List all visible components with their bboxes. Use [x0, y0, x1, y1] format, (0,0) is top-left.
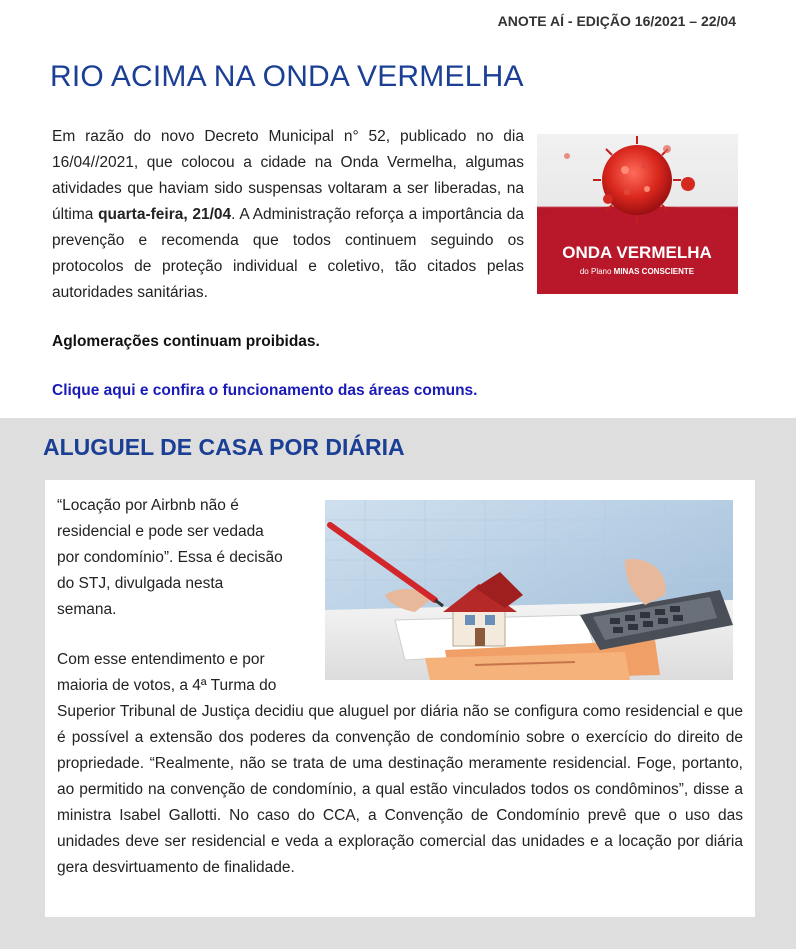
section2-quote — [57, 493, 311, 623]
section2-title: ALUGUEL DE CASA POR DIÁRIA — [43, 434, 405, 460]
quote-line: residencial e pode ser vedada — [57, 523, 264, 540]
house-calculator-illustration — [325, 500, 733, 680]
house-rental-image — [325, 500, 733, 680]
body-line: maioria de votos, a 4ª Turma do — [57, 677, 277, 694]
section2-body: Superior Tribunal de Justiça decidiu que aluguel por diária não se configura como residencial e que é possível a extensão dos poderes da convenção de condomínio sobre o exercício do direito de propriedade. “Realmente, não se trata de uma destinação meramente residencial. Foge, portanto, ao permitido na convenção de condomínio, a qual estão vinculados todos os condôminos”, disse a ministra Isabel Gallotti. No caso do CCA, a Convenção de Condomínio prevê que o uso das unidades deve ser residencial e veda a exploração comercial das unidades e a locação por diária gera desvirtuamento de finalidade. — [57, 703, 743, 876]
banner-subtitle-pre: do Plano — [579, 267, 614, 276]
section1-paragraph-post: . A Administração reforça a importância da prevenção e recomenda que todos continuem seguindo os protocolos de proteção individual e coletivo, tão citados pelas autoridades sanitárias. — [52, 206, 524, 301]
quote-line: por condomínio”. Essa é decisão — [57, 549, 283, 566]
banner-subtitle-bold: MINAS CONSCIENTE — [613, 267, 695, 276]
body-line: Com esse entendimento e por — [57, 651, 265, 668]
banner-title: ONDA VERMELHA — [562, 243, 712, 262]
notice-aglomeracoes: Aglomerações continuam proibidas. — [52, 333, 320, 350]
onda-vermelha-banner-image — [537, 134, 738, 294]
edition-header: ANOTE AÍ - EDIÇÃO 16/2021 – 22/04 — [497, 13, 736, 29]
banner-subtitle — [580, 267, 695, 276]
quote-line: “Locação por Airbnb não é — [57, 497, 239, 514]
section2-body-top — [57, 647, 311, 699]
section1-paragraph — [52, 124, 524, 306]
section1-paragraph-date: quarta-feira, 21/04 — [98, 206, 232, 223]
quote-line: semana. — [57, 601, 117, 618]
section1-title: RIO ACIMA NA ONDA VERMELHA — [50, 60, 524, 93]
section1-paragraph-pre: Em razão do novo Decreto Municipal n° 52, publicado no dia 16/04//2021, que colocou a cidade na Onda Vermelha, algumas atividades que haviam sido suspensas voltaram a ser liberadas, na última — [52, 128, 524, 223]
quote-line: do STJ, divulgada nesta — [57, 575, 224, 592]
areas-comuns-link[interactable]: Clique aqui e confira o funcionamento das áreas comuns. — [52, 382, 478, 399]
virus-banner-illustration — [537, 134, 738, 294]
